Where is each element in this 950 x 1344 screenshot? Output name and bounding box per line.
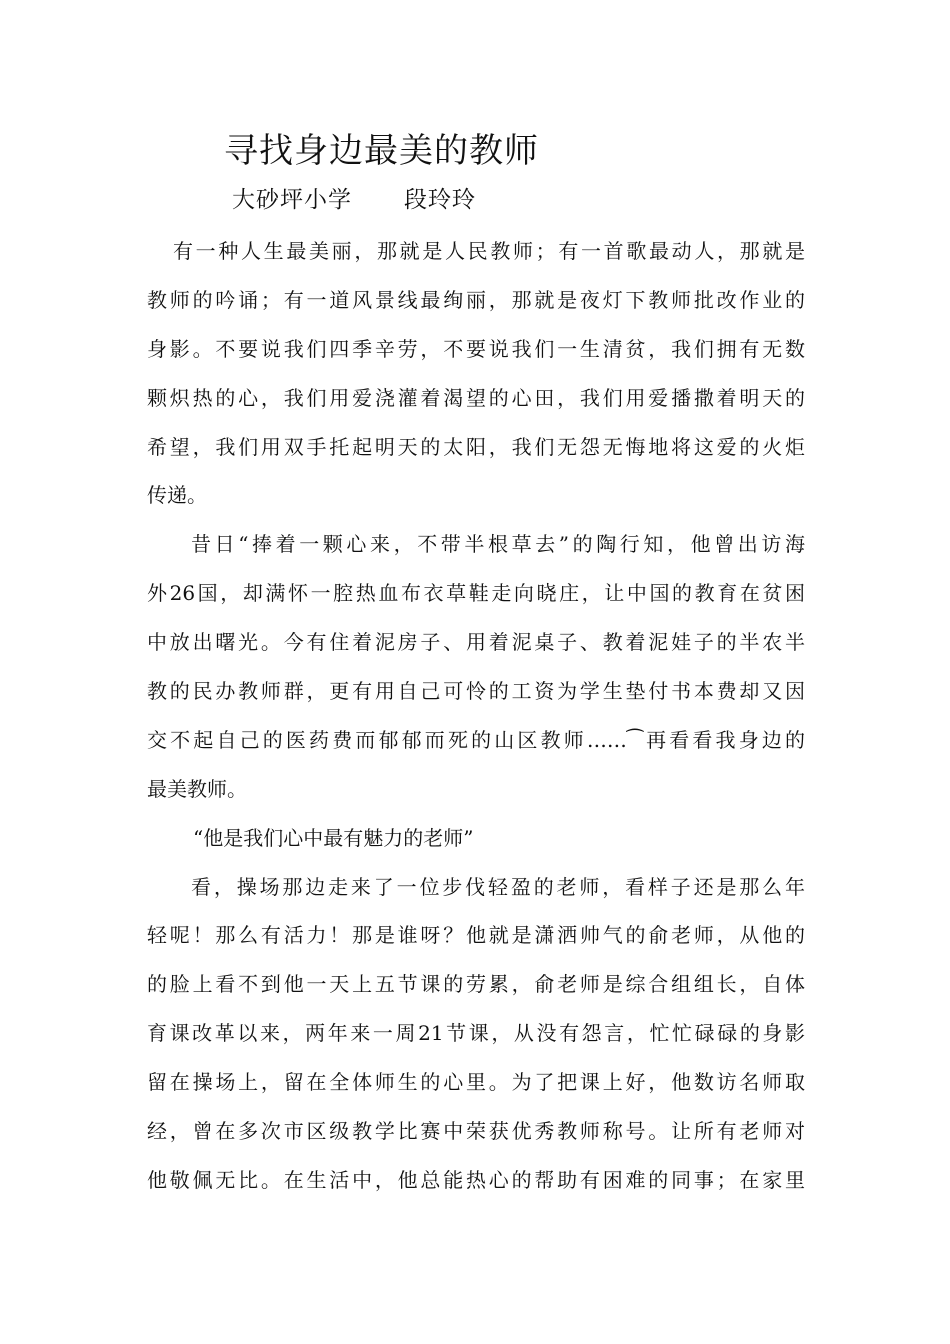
text-line: 教的民办教师群，更有用自己可怜的工资为学生垫付书本费却又因 xyxy=(147,679,805,704)
byline xyxy=(232,182,476,218)
text-line: 轻呢！那么有活力！那是谁呀？他就是潇洒帅气的俞老师，从他的 xyxy=(147,923,805,948)
paragraph-1 xyxy=(147,227,805,520)
author-name: 段玲玲 xyxy=(404,187,476,213)
paragraph-2 xyxy=(147,520,805,813)
text-line: 有一种人生最美丽，那就是人民教师；有一首歌最动人，那就是 xyxy=(173,239,805,263)
text-line: 看，操场那边走来了一位步伐轻盈的老师，看样子还是那么年 xyxy=(191,874,805,899)
text-line: 留在操场上，留在全体师生的心里。为了把课上好，他数访名师取 xyxy=(147,1070,805,1095)
section-heading: “他是我们心中最有魅力的老师” xyxy=(193,825,474,850)
text-line: 经，曾在多次市区级教学比赛中荣获优秀教师称号。让所有老师对 xyxy=(147,1119,805,1144)
text-line: 外26国，却满怀一腔热血布衣草鞋走向晓庄，让中国的教育在贫困 xyxy=(147,581,805,606)
text-line: 最美教师。 xyxy=(147,776,247,801)
text-line: 他敬佩无比。在生活中，他总能热心的帮助有困难的同事；在家里 xyxy=(147,1167,805,1192)
text-line: 希望，我们用双手托起明天的太阳，我们无怨无悔地将这爱的火炬 xyxy=(147,434,805,459)
text-line: 育课改革以来，两年来一周21节课，从没有怨言，忙忙碌碌的身影 xyxy=(147,1021,805,1046)
text-line: 昔日“捧着一颗心来，不带半根草去”的陶行知，他曾出访海 xyxy=(191,532,805,557)
text-line: 传递。 xyxy=(147,483,207,508)
text-line: 颗炽热的心，我们用爱浇灌着渴望的心田，我们用爱播撒着明天的 xyxy=(147,385,805,410)
text-line: 身影。不要说我们四季辛劳，不要说我们一生清贫，我们拥有无数 xyxy=(147,336,805,361)
paragraph-3 xyxy=(147,863,805,1205)
document-body xyxy=(147,227,805,1205)
text-line: 交不起自己的医药费而郁郁而死的山区教师……⁀再看看我身边的 xyxy=(147,727,805,752)
text-line: 的脸上看不到他一天上五节课的劳累，俞老师是综合组组长，自体 xyxy=(147,972,805,997)
document-title: 寻找身边最美的教师 xyxy=(224,131,539,171)
text-line: 中放出曙光。今有住着泥房子、用着泥桌子、教着泥娃子的半农半 xyxy=(147,630,805,655)
text-line: 教师的吟诵；有一道风景线最绚丽，那就是夜灯下教师批改作业的 xyxy=(147,287,805,312)
school-name: 大砂坪小学 xyxy=(232,187,352,213)
